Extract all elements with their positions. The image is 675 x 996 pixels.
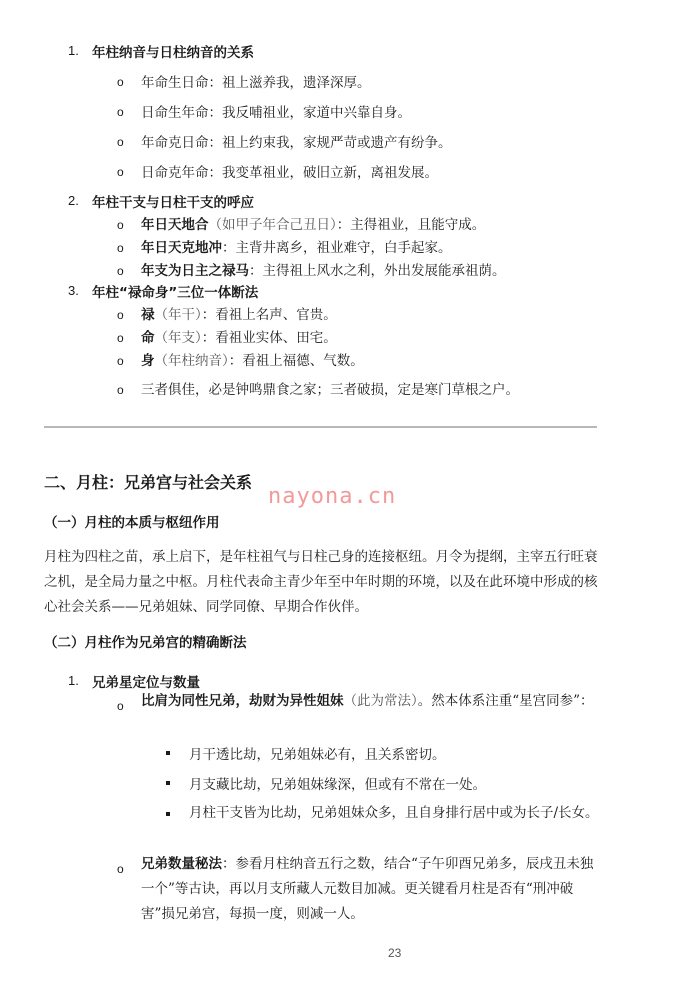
watermark: nayona.cn bbox=[268, 484, 397, 509]
sub-item: 年支为日主之禄马：主得祖上风水之利，外出发展能承祖荫。 bbox=[141, 263, 506, 279]
sub-item: 年命克日命：祖上约束我，家规严苛或遗产有纷争。 bbox=[141, 135, 452, 151]
bullet-square-icon bbox=[166, 812, 170, 816]
bullet-square-icon bbox=[166, 751, 170, 755]
bullet-circle-icon: o bbox=[117, 75, 124, 89]
bullet-circle-icon: o bbox=[117, 699, 124, 713]
bullet-circle-icon: o bbox=[117, 165, 124, 179]
subsection-heading: （一）月柱的本质与枢纽作用 bbox=[44, 515, 220, 531]
sub-item: 三者俱佳，必是钟鸣鼎食之家；三者破损，定是寒门草根之户。 bbox=[141, 382, 519, 398]
square-item: 月柱干支皆为比劫，兄弟姐妹众多，且自身排行居中或为长子/长女。 bbox=[189, 805, 599, 821]
sub-item: 年日天克地冲：主背井离乡，祖业难守，白手起家。 bbox=[141, 240, 452, 256]
page-number: 23 bbox=[388, 946, 402, 960]
list-number: 3. bbox=[68, 283, 79, 298]
bullet-circle-icon: o bbox=[117, 862, 124, 876]
bullet-circle-icon: o bbox=[117, 135, 124, 149]
sub-item: 年命生日命：祖上滋养我，遗泽深厚。 bbox=[141, 75, 371, 91]
bullet-circle-icon: o bbox=[117, 308, 124, 322]
sub-item: 日命生年命：我反哺祖业，家道中兴靠自身。 bbox=[141, 105, 411, 121]
bullet-circle-icon: o bbox=[117, 241, 124, 255]
list-number: 2. bbox=[68, 193, 79, 208]
square-item: 月干透比劫，兄弟姐妹必有，且关系密切。 bbox=[189, 747, 446, 763]
subsection-heading: （二）月柱作为兄弟宫的精确断法 bbox=[44, 635, 247, 651]
list-title: 年柱纳音与日柱纳音的关系 bbox=[92, 45, 254, 61]
sub-item: 禄（年干）：看祖上名声、官贵。 bbox=[141, 307, 337, 323]
sub-item: 比肩为同性兄弟，劫财为异性姐妹（此为常法）。然本体系注重“星宫同参”： bbox=[141, 693, 594, 709]
list-number: 1. bbox=[68, 43, 79, 58]
list-title: 年柱“禄命身”三位一体断法 bbox=[92, 285, 259, 301]
bullet-circle-icon: o bbox=[117, 354, 124, 368]
sub-item: 兄弟数量秘法：参看月柱纳音五行之数，结合“子午卯酉兄弟多，辰戌丑未独一个”等古诀，再以月支所藏人元数目加减。更关键看月柱是否有“刑冲破害”损兄弟宫，每损一度，则减一人。 bbox=[141, 856, 594, 922]
bullet-square-icon bbox=[166, 781, 170, 785]
sub-item: 年日天地合（如甲子年合己丑日）：主得祖业，且能守成。 bbox=[141, 217, 486, 233]
bullet-circle-icon: o bbox=[117, 383, 124, 397]
list-number: 1. bbox=[68, 673, 79, 688]
sub-item: 日命克年命：我变革祖业，破旧立新，离祖发展。 bbox=[141, 165, 438, 181]
bullet-circle-icon: o bbox=[117, 218, 124, 232]
square-item: 月支藏比劫，兄弟姐妹缘深，但或有不常在一处。 bbox=[189, 777, 486, 793]
section-divider bbox=[44, 426, 597, 428]
list-title: 兄弟星定位与数量 bbox=[92, 675, 200, 691]
sub-item: 命（年支）：看祖业实体、田宅。 bbox=[141, 330, 337, 346]
sub-item: 身（年柱纳音）：看祖上福德、气数。 bbox=[141, 353, 364, 369]
bullet-circle-icon: o bbox=[117, 264, 124, 278]
section-heading: 二、月柱：兄弟宫与社会关系 bbox=[44, 473, 253, 492]
bullet-circle-icon: o bbox=[117, 105, 124, 119]
list-title: 年柱干支与日柱干支的呼应 bbox=[92, 195, 254, 211]
bullet-circle-icon: o bbox=[117, 331, 124, 345]
paragraph: 月柱为四柱之苗，承上启下，是年柱祖气与日柱己身的连接枢纽。月令为提纲，主宰五行旺衰之机，是全局力量之中枢。月柱代表命主青少年至中年时期的环境，以及在此环境中形成的核心社会关系——兄弟姐妹、同学同僚、早期合作伙伴。 bbox=[44, 549, 598, 615]
